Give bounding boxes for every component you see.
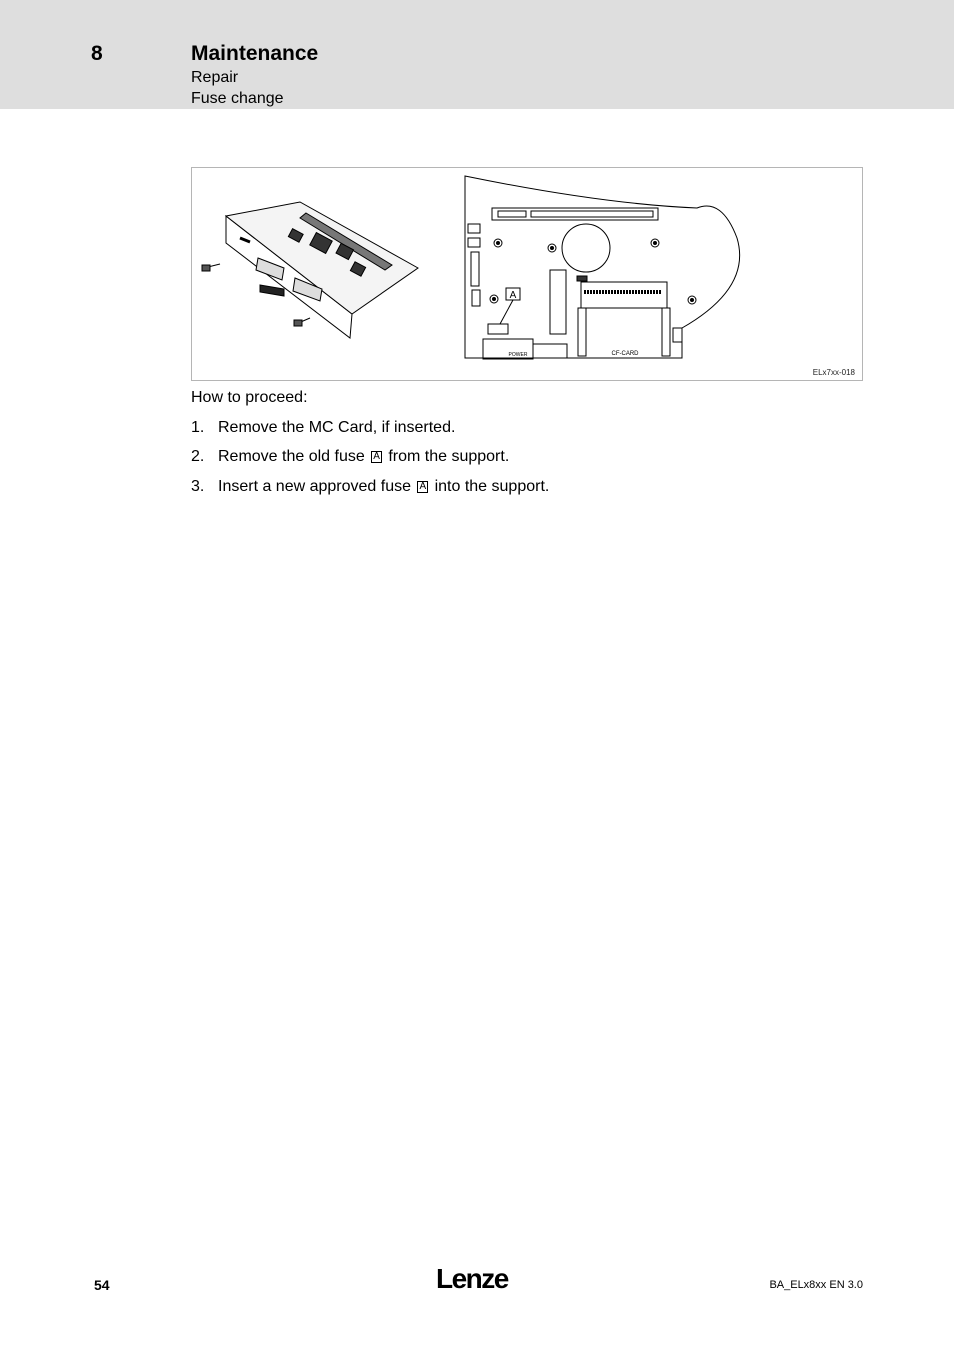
step-2 — [191, 448, 509, 466]
step-number: 2. — [191, 448, 205, 465]
page-number: 54 — [94, 1277, 110, 1293]
document-id: BA_ELx8xx EN 3.0 — [769, 1279, 863, 1291]
lenze-logo: Lenze — [436, 1263, 508, 1294]
board-drawing — [465, 176, 740, 359]
step-text: Remove the old fuse — [218, 448, 365, 465]
step-text: Remove the MC Card, if inserted. — [218, 419, 456, 436]
step-number: 1. — [191, 419, 205, 436]
step-3 — [191, 478, 549, 496]
step-1 — [191, 419, 455, 437]
figure-illustration — [192, 168, 864, 382]
mc-card-drawing — [202, 202, 418, 338]
figure-frame — [191, 167, 863, 381]
callout-reference: A — [419, 481, 427, 492]
callout-reference: A — [373, 451, 380, 462]
step-text: Insert a new approved fuse — [218, 478, 412, 495]
callout-a-label: A — [509, 290, 517, 301]
figure-id: ELx7xx-018 — [812, 368, 855, 377]
step-text-continued: from the support. — [388, 448, 510, 465]
section-title: Repair — [191, 69, 239, 86]
instructions-intro: How to proceed: — [191, 389, 308, 406]
power-label: POWER — [508, 352, 528, 358]
step-text-continued: into the support. — [434, 478, 550, 495]
chapter-title: Maintenance — [191, 42, 319, 65]
chapter-number: 8 — [91, 42, 103, 65]
step-number: 3. — [191, 478, 205, 495]
cf-card-label: CF-CARD — [611, 351, 639, 357]
header-band — [0, 0, 954, 109]
subsection-title: Fuse change — [191, 90, 284, 107]
